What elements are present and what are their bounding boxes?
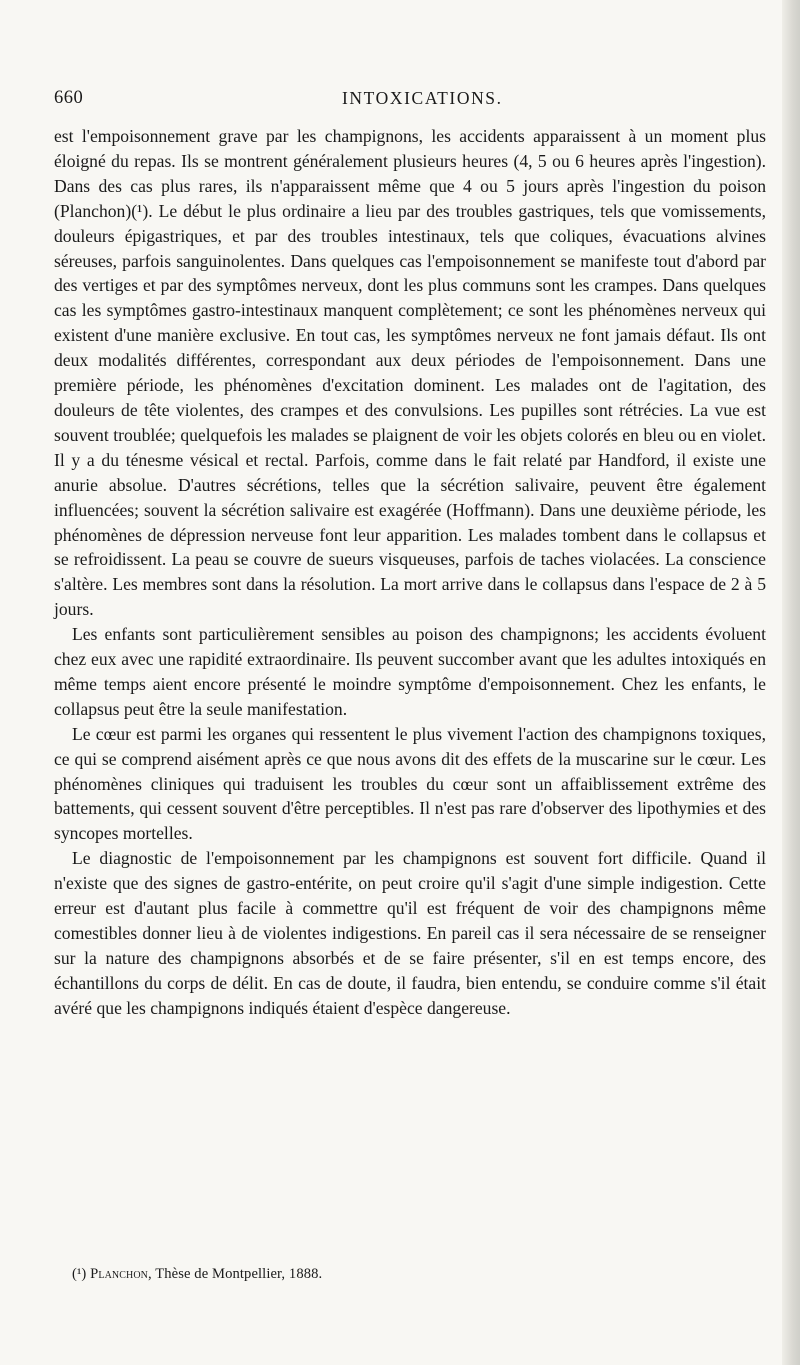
page-edge-shadow [782, 0, 800, 1365]
page-header [54, 88, 766, 114]
footnote [72, 1266, 322, 1283]
paragraph-1: est l'empoisonnement grave par les champignons, les accidents apparaissent à un moment plus éloigné du repas. Ils se montrent généralement plusieurs heures (4, 5 ou 6 heures après l'ingestion). Dans des cas plus rares, ils n'apparaissent même que 4 ou 5 jours après l'ingestion du poison (Planchon)(¹). Le début le plus ordinaire a lieu par des troubles gastriques, tels que vomissements, douleurs épigastriques, et par des troubles intestinaux, tels que coliques, évacuations alvines séreuses, parfois sanguinolentes. Dans quelques cas l'empoisonnement se manifeste tout d'abord par des vertiges et par des symptômes nerveux, dont les plus communs sont les crampes. Dans quelques cas les symptômes gastro-intestinaux manquent complètement; ce sont les phénomènes nerveux qui existent d'une manière exclusive. En tout cas, les symptômes nerveux ne font jamais défaut. Ils ont deux modalités différentes, correspondant aux deux périodes de l'empoisonnement. Dans une première période, les phénomènes d'excitation dominent. Les malades ont de l'agitation, des douleurs de tête violentes, des crampes et des convulsions. Les pupilles sont rétrécies. La vue est souvent troublée; quelquefois les malades se plaignent de voir les objets colorés en bleu ou en violet. Il y a du ténesme vésical et rectal. Parfois, comme dans le fait relaté par Handford, il existe une anurie absolue. D'autres sécrétions, telles que la sécrétion salivaire, peuvent être également influencées; souvent la sécrétion salivaire est exagérée (Hoffmann). Dans une deuxième période, les phénomènes de dépression nerveuse font leur apparition. Les malades tombent dans le collapsus et se refroidissent. La peau se couvre de sueurs visqueuses, parfois de taches violacées. La conscience s'altère. Les membres sont dans la résolution. La mort arrive dans le collapsus dans l'espace de 2 à 5 jours. [54, 126, 766, 620]
paragraph-3: Le cœur est parmi les organes qui ressentent le plus vivement l'action des champignons toxiques, ce qui se comprend aisément après ce que nous avons dit des effets de la muscarine sur le cœur. Les phénomènes cliniques qui traduisent les troubles du cœur sont un affaiblissement extrême des battements, qui cessent souvent d'être perceptibles. Il n'est pas rare d'observer des lipothymies et des syncopes mortelles. [54, 723, 766, 844]
paragraph-2: Les enfants sont particulièrement sensibles au poison des champignons; les accidents évoluent chez eux avec une rapidité extraordinaire. Ils peuvent succomber avant que les adultes intoxiqués en même temps aient encore présenté le moindre symptôme d'empoisonnement. Chez les enfants, le collapsus peut être la seule manifestation. [54, 624, 766, 719]
page-number: 660 [54, 88, 84, 108]
paragraph-4: Le diagnostic de l'empoisonnement par les champignons est souvent fort difficile. Quand il n'existe que des signes de gastro-entérite, on peut croire qu'il s'agit d'une simple indigestion. Cette erreur est d'autant plus facile à commettre qu'il est fréquent de voir des champignons même comestibles donner lieu à de violentes indigestions. En pareil cas il sera nécessaire de se renseigner sur la nature des champignons absorbés et de se faire présenter, s'il en est temps encore, des échantillons du corps de délit. En cas de doute, il faudra, bien entendu, se conduire comme s'il était avéré que les champignons indiqués étaient d'espèce dangereuse. [54, 848, 766, 1018]
body-text [54, 124, 766, 1021]
footnote-text: , Thèse de Montpellier, 1888. [147, 1266, 323, 1282]
running-title: INTOXICATIONS. [342, 88, 503, 108]
footnote-author: Planchon [90, 1266, 148, 1282]
footnote-marker: (¹) [72, 1266, 87, 1282]
